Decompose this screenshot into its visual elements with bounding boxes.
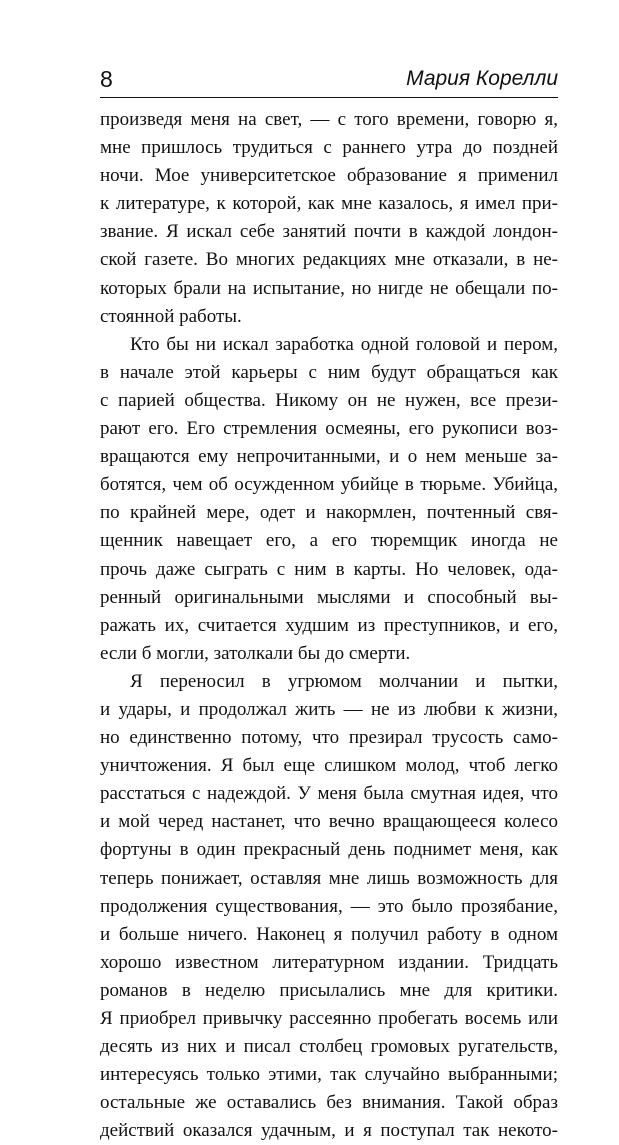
running-head (100, 66, 558, 96)
text-line: ночи. Мое университетское образование я применил (100, 165, 558, 187)
text-line: ражать их, считается худшим из преступников, и его, (100, 614, 558, 636)
paragraph-first-line: Я переносил в угрюмом молчании и пытки, (130, 670, 558, 692)
header-rule (100, 97, 558, 98)
text-line: вращаются ему непрочитанными, и о нем меньше за- (100, 446, 558, 468)
text-line: действий оказался удачным, и я поступал так некото- (100, 1120, 558, 1142)
text-line: фортуны в один прекрасный день поднимет меня, как (100, 839, 558, 861)
text-line: интересуясь только этими, так случайно выбранными; (100, 1064, 558, 1086)
paragraph-end-line: если б могли, затолкали бы до смерти. (100, 642, 411, 664)
text-line: звание. Я искал себе занятий почти в каждой лондон- (100, 221, 558, 243)
text-line: щенник навещает его, а его тюремщик иногда не (100, 530, 558, 552)
text-line: романов в неделю присылались мне для критики. (100, 979, 558, 1001)
text-line: расстаться с надеждой. У меня была смутная идея, что (100, 783, 558, 805)
text-line: произведя меня на свет, — с того времени, говорю я, (100, 109, 558, 130)
text-line: и мой черед настанет, что вечно вращающееся колесо (100, 811, 558, 833)
text-line: ренный оригинальными мыслями и способный вы- (100, 586, 558, 608)
text-line: прочь даже сыграть с ним в карты. Но человек, ода- (100, 558, 558, 580)
text-line: ской газете. Во многих редакциях мне отказали, в не- (100, 249, 558, 271)
text-line: остальные же оставались без внимания. Такой образ (100, 1092, 558, 1114)
page-number: 8 (100, 66, 113, 92)
running-title-author: Мария Корелли (406, 67, 558, 90)
text-line: десять из них и писал столбец громовых ругательств, (100, 1036, 558, 1058)
text-line: которых брали на испытание, но нигде не обещали по- (100, 277, 558, 299)
text-line: Я приобрел привычку рассеянно пробегать восемь или (100, 1008, 558, 1029)
text-line: и удары, и продолжал жить — не из любви к жизни, (100, 698, 558, 720)
text-line: ботятся, чем об осужденном убийце в тюрьме. Убийца, (100, 474, 558, 496)
body-text (100, 106, 558, 1145)
text-line: мне пришлось трудиться с раннего утра до поздней (100, 137, 558, 159)
text-line: рают его. Его стремления осмеяны, его рукописи воз- (100, 418, 558, 440)
text-line: хорошо известном литературном издании. Тридцать (100, 951, 558, 973)
text-line: по крайней мере, одет и накормлен, почтенный свя- (100, 502, 558, 524)
text-line: к литературе, к которой, как мне казалось, я имел при- (100, 193, 558, 215)
text-line: продолжения существования, — это было прозябание, (100, 895, 558, 917)
paragraph-end-line: стоянной работы. (100, 305, 242, 327)
text-line: и больше ничего. Наконец я получил работу в одном (100, 923, 558, 945)
text-line: теперь понижает, оставляя мне лишь возможность для (100, 867, 558, 889)
paragraph-first-line: Кто бы ни искал заработка одной головой и пером, (130, 333, 558, 355)
text-line: уничтожения. Я был еще слишком молод, чтоб легко (100, 755, 558, 777)
text-line: в начале этой карьеры с ним будут обращаться как (100, 361, 558, 383)
text-line: но единственно потому, что презирал трусость само- (100, 727, 558, 749)
text-line: с парией общества. Никому он не нужен, все прези- (100, 389, 558, 411)
